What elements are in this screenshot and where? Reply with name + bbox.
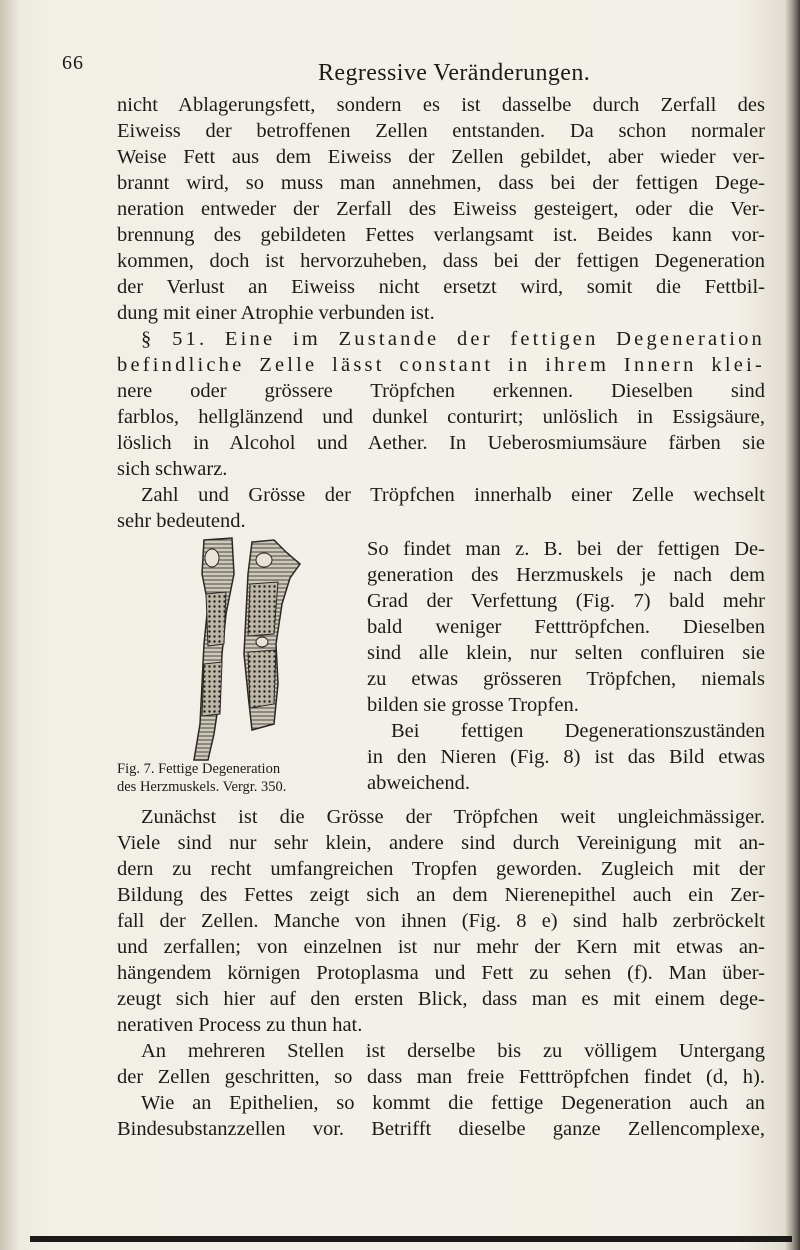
text-line: neration entweder der Zerfall des Eiweiss gesteigert, oder die Ver- (117, 198, 765, 220)
text-line: der Verlust an Eiweiss nicht ersetzt wird, somit die Fettbil- (117, 276, 765, 298)
text-line: So findet man z. B. bei der fettigen De- (367, 538, 765, 560)
text-line: Viele sind nur sehr klein, andere sind durch Vereinigung mit an- (117, 832, 765, 854)
text-line: befindliche Zelle lässt constant in ihrem Innern klei- (117, 354, 765, 376)
text-line: Zahl und Grösse der Tröpfchen innerhalb einer Zelle wechselt (141, 484, 765, 506)
text-line: nere oder grössere Tröpfchen erkennen. Dieselben sind (117, 380, 765, 402)
text-line: nerativen Process zu thun hat. (117, 1014, 363, 1036)
text-line: dung mit einer Atrophie verbunden ist. (117, 302, 435, 324)
text-line: der Zellen geschritten, so dass man freie Fetttröpfchen findet (d, h). (117, 1066, 765, 1088)
text-line: nicht Ablagerungsfett, sondern es ist dasselbe durch Zerfall des (117, 94, 765, 116)
text-line: bald weniger Fetttröpfchen. Dieselben (367, 616, 765, 638)
text-line: Wie an Epithelien, so kommt die fettige Degeneration auch an (141, 1092, 765, 1114)
text-line: Bindesubstanzzellen vor. Betrifft dieselbe ganze Zellencomplexe, (117, 1118, 765, 1140)
text-line: abweichend. (367, 772, 471, 794)
text-line: in den Nieren (Fig. 8) ist das Bild etwas (367, 746, 765, 768)
text-line: löslich in Alcohol und Aether. In Ueberosmiumsäure färben sie (117, 432, 765, 454)
page-gutter-shadow (0, 0, 18, 1250)
text-line: dern zu recht umfangreichen Tropfen geworden. Zugleich mit der (117, 858, 765, 880)
text-line: sind alle klein, nur selten confluiren sie (367, 642, 765, 664)
text-line: Eiweiss der betroffenen Zellen entstanden. Da schon normaler (117, 120, 765, 142)
text-line: Grad der Verfettung (Fig. 7) bald mehr (367, 590, 765, 612)
text-line: brennung des gebildeten Fettes verlangsamt ist. Beides kann vor- (117, 224, 765, 246)
text-line: und zerfallen; von einzelnen ist nur mehr der Kern mit etwas an- (117, 936, 765, 958)
text-line: Bei fettigen Degenerationszuständen (391, 720, 765, 742)
text-line: bilden sie grosse Tropfen. (367, 694, 579, 716)
figure-7-illustration (182, 534, 304, 764)
text-line: Weise Fett aus dem Eiweiss der Zellen gebildet, aber wieder ver- (117, 146, 765, 168)
text-line: brannt wird, so muss man annehmen, dass bei der fettigen Dege- (117, 172, 765, 194)
text-line: farblos, hellglänzend und dunkel conturirt; unlöslich in Essigsäure, (117, 406, 765, 428)
text-line: zeugt sich hier auf den ersten Blick, dass man es mit einem dege- (117, 988, 765, 1010)
text-line: An mehreren Stellen ist derselbe bis zu völligem Untergang (141, 1040, 765, 1062)
bottom-scan-edge (30, 1236, 792, 1242)
figure-7-drawing (182, 534, 304, 764)
figure-caption-line: Fig. 7. Fettige Degeneration (117, 761, 281, 777)
text-line: generation des Herzmuskels je nach dem (367, 564, 765, 586)
figure-caption-line: des Herzmuskels. Vergr. 350. (117, 779, 287, 795)
text-line: kommen, doch ist hervorzuheben, dass bei der fettigen Degeneration (117, 250, 765, 272)
section-heading-line: § 51. Eine im Zustande der fettigen Degeneration (141, 328, 765, 350)
page-edge-shadow (786, 0, 800, 1250)
text-line: fall der Zellen. Manche von ihnen (Fig. 8 e) sind halb zerbröckelt (117, 910, 765, 932)
page-number: 66 (62, 52, 84, 74)
text-line: zu etwas grösseren Tröpfchen, niemals (367, 668, 765, 690)
text-line: Zunächst ist die Grösse der Tröpfchen weit ungleichmässiger. (141, 806, 765, 828)
text-line: sehr bedeutend. (117, 510, 246, 532)
running-title: Regressive Veränderungen. (318, 60, 591, 86)
text-line: sich schwarz. (117, 458, 228, 480)
text-line: Bildung des Fettes zeigt sich an dem Nierenepithel auch ein Zer- (117, 884, 765, 906)
text-line: hängendem körnigen Protoplasma und Fett zu sehen (f). Man über- (117, 962, 765, 984)
